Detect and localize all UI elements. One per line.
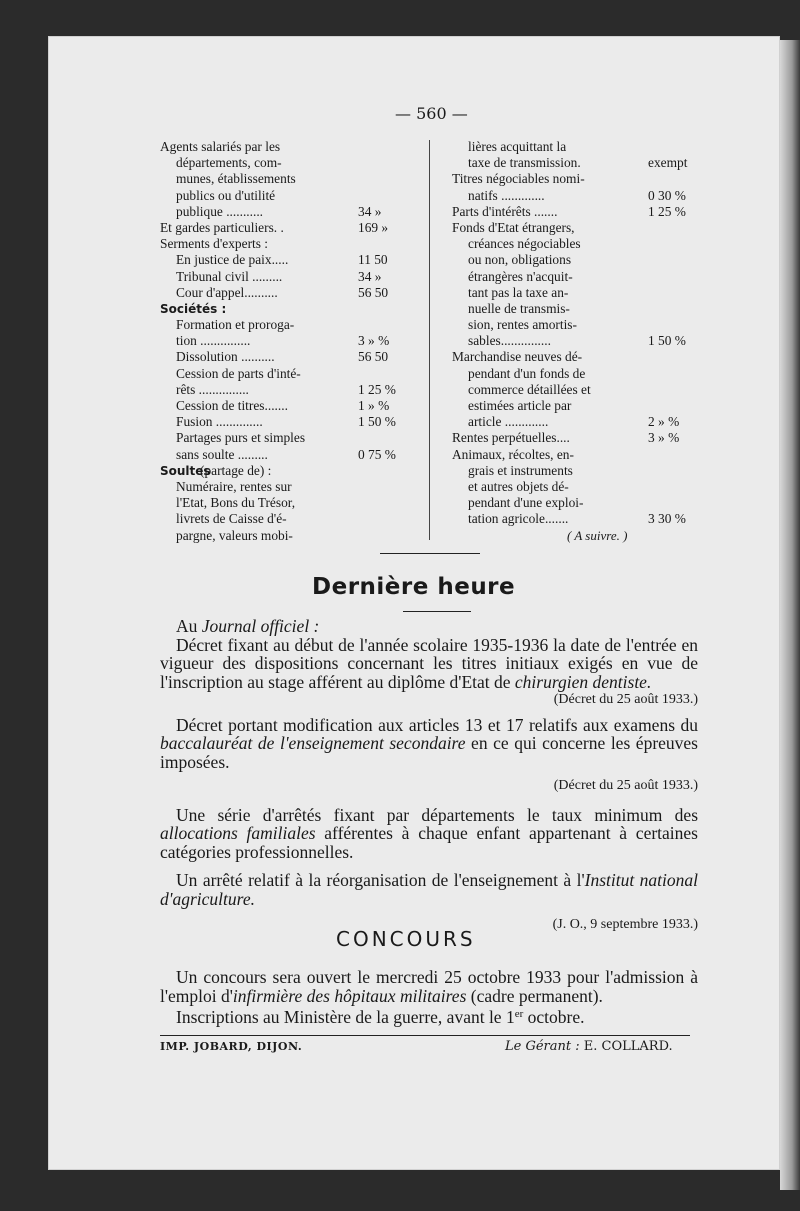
- gerant-name: E. COLLARD.: [583, 1039, 673, 1054]
- right-row: [452, 366, 702, 382]
- left-row: [160, 479, 420, 495]
- right-label: sion, rentes amortis-: [468, 317, 577, 333]
- right-value: 3 » %: [648, 430, 680, 446]
- left-label-rest: (partage de) :: [200, 462, 272, 478]
- footer-gerant: [505, 1039, 673, 1054]
- right-row: [452, 382, 702, 398]
- decree-3: [160, 806, 698, 862]
- right-row: [452, 414, 702, 430]
- decree-4-text: Un arrêté relatif à la réorganisation de l'enseignement à l': [176, 870, 585, 890]
- right-row: [452, 511, 702, 527]
- left-label: publics ou d'utilité: [176, 187, 276, 203]
- left-row: [160, 511, 420, 527]
- right-row: [452, 430, 702, 446]
- right-label: étrangères n'acquit-: [468, 268, 573, 284]
- inscriptions-text-b: octobre.: [523, 1007, 585, 1027]
- section-title-derniere-heure: Dernière heure: [312, 574, 516, 600]
- left-label: livrets de Caisse d'é-: [176, 511, 287, 527]
- left-label: Tribunal civil .........: [176, 268, 283, 284]
- right-label: pendant d'une exploi-: [468, 495, 584, 511]
- page-edge: [780, 40, 800, 1190]
- left-value: 169 »: [358, 219, 389, 235]
- left-label: Partages purs et simples: [176, 430, 306, 446]
- right-value: exempt: [648, 155, 688, 171]
- left-row: [160, 333, 420, 349]
- right-label: créances négociables: [468, 236, 581, 252]
- decree-3-italic: allocations familiales: [160, 823, 316, 843]
- left-row: [160, 155, 420, 171]
- right-row: [452, 398, 702, 414]
- right-row: [452, 317, 702, 333]
- left-label: sans soulte .........: [176, 446, 268, 462]
- footer-printer: IMP. JOBARD, DIJON.: [160, 1040, 303, 1053]
- right-row: [452, 333, 702, 349]
- left-label: départements, com-: [176, 155, 282, 171]
- left-label: Cession de titres.......: [176, 398, 288, 413]
- left-label: publique ...........: [176, 203, 264, 219]
- right-label: article .............: [468, 414, 549, 430]
- left-row: [160, 139, 420, 155]
- left-value: 1 » %: [358, 398, 390, 413]
- gerant-label: Le Gérant :: [505, 1039, 580, 1054]
- concours-italic: infirmière des hôpitaux militaires: [232, 985, 467, 1006]
- decree-3-text-a: Une série d'arrêtés fixant par départements le taux minimum des: [176, 804, 698, 825]
- right-label: nuelle de transmis-: [468, 300, 570, 316]
- left-label: Numéraire, rentes sur: [176, 478, 292, 494]
- right-row: [452, 236, 702, 252]
- left-row: [160, 188, 420, 204]
- right-row: [452, 349, 702, 365]
- left-row: [160, 463, 420, 479]
- left-label: En justice de paix.....: [176, 252, 289, 268]
- concours-text-a: Un concours sera ouvert le mercredi 25 octobre 1933 pour l'admission à l'emploi d': [160, 967, 698, 1006]
- right-row: [452, 171, 702, 187]
- left-label: pargne, valeurs mobi-: [176, 527, 293, 543]
- left-row: [160, 252, 420, 268]
- right-label: ou non, obligations: [468, 252, 572, 268]
- concours-text-b: (cadre permanent).: [466, 985, 603, 1006]
- left-row: [160, 528, 420, 544]
- right-label: Parts d'intérêts .......: [452, 203, 558, 219]
- right-label: sables...............: [468, 333, 551, 349]
- left-row: [160, 204, 420, 220]
- right-label: Fonds d'Etat étrangers,: [452, 219, 575, 235]
- right-row: [452, 188, 702, 204]
- right-label: tant pas la taxe an-: [468, 284, 569, 300]
- decree-4-italic: Institut national d'agriculture.: [160, 870, 698, 909]
- left-value: 11 50: [358, 252, 388, 268]
- footer-rule: [160, 1035, 690, 1036]
- right-label: Rentes perpétuelles....: [452, 430, 570, 446]
- left-label: l'Etat, Bons du Trésor,: [176, 495, 296, 511]
- left-row: [160, 269, 420, 285]
- decree-2: [160, 716, 698, 772]
- right-row: [452, 269, 702, 285]
- right-row: [452, 479, 702, 495]
- left-row: [160, 398, 420, 414]
- inscriptions-sup: er: [514, 1008, 524, 1020]
- derniere-heure-body: [160, 617, 698, 935]
- column-divider: [429, 140, 430, 540]
- inscriptions-text-a: Inscriptions au Ministère de la guerre, avant le 1: [176, 1007, 515, 1027]
- right-label: et autres objets dé-: [468, 478, 569, 494]
- left-label: rêts ...............: [176, 381, 249, 397]
- decree-4: [160, 871, 698, 908]
- left-value: 34 »: [358, 268, 382, 284]
- decree-2-text-b: en ce qui concerne les épreuves imposées.: [160, 733, 698, 772]
- left-row: [160, 430, 420, 446]
- left-row: [160, 317, 420, 333]
- right-row: [452, 220, 702, 236]
- left-value: 1 25 %: [358, 381, 396, 397]
- decree-2-italic: baccalauréat de l'enseignement secondaire: [160, 733, 466, 753]
- right-row: [452, 155, 702, 171]
- right-label: taxe de transmission.: [468, 155, 581, 171]
- left-row: [160, 285, 420, 301]
- left-row: [160, 447, 420, 463]
- left-value: 0 75 %: [358, 446, 396, 462]
- right-label: natifs .............: [468, 187, 545, 203]
- decree-1: [160, 636, 698, 692]
- intro-journal-officiel: Journal officiel :: [201, 616, 320, 636]
- right-row: [452, 463, 702, 479]
- decree-1-italic: chirurgien dentiste.: [514, 671, 652, 692]
- right-row: [452, 495, 702, 511]
- left-row: [160, 414, 420, 430]
- decree-3-text-b: afférentes à chaque enfant appartenant à certaines catégories professionnelles.: [160, 823, 698, 862]
- right-value: 1 50 %: [648, 333, 686, 349]
- left-label: munes, établissements: [176, 171, 296, 187]
- section-title-concours: CONCOURS: [336, 927, 476, 951]
- left-row: [160, 236, 420, 252]
- left-label: Cession de parts d'inté-: [176, 365, 301, 381]
- tariff-column-left: [160, 139, 420, 544]
- decree-1-source: (Décret du 25 août 1933.): [553, 692, 698, 707]
- right-value: 2 » %: [648, 414, 680, 430]
- right-label: lières acquittant la: [468, 139, 567, 154]
- left-label: Agents salariés par les: [160, 139, 281, 154]
- right-label: commerce détaillées et: [468, 381, 591, 397]
- right-label: tation agricole.......: [468, 511, 569, 527]
- right-row: [452, 447, 702, 463]
- left-label: Formation et proroga-: [176, 317, 295, 333]
- right-label: Titres négociables nomi-: [452, 171, 585, 187]
- left-value: 56 50: [358, 284, 389, 300]
- left-value: 1 50 %: [358, 414, 396, 430]
- decree-2-text-a: Décret portant modification aux articles 13 et 17 relatifs aux examens du: [176, 714, 698, 735]
- left-value: 3 » %: [358, 333, 390, 349]
- right-value: 3 30 %: [648, 511, 686, 527]
- right-row: [452, 252, 702, 268]
- right-row: [452, 139, 702, 155]
- right-row: [452, 285, 702, 301]
- tariff-column-right: [452, 139, 702, 528]
- concours-announcement: [160, 968, 698, 1005]
- left-label: tion ...............: [176, 333, 251, 349]
- left-label: Serments d'experts :: [160, 236, 269, 252]
- left-row: [160, 171, 420, 187]
- left-value: 34 »: [358, 203, 382, 219]
- left-row: [160, 495, 420, 511]
- right-row: [452, 204, 702, 220]
- left-row: [160, 301, 420, 317]
- left-label: Sociétés :: [160, 301, 227, 316]
- decree-1-text: Décret fixant au début de l'année scolaire 1935-1936 la date de l'entrée en vigueur des dispositions concernant les titres initiaux exigés en vue de l'inscription au stage afférent au diplôme d'Etat de: [160, 634, 698, 692]
- a-suivre-note: ( A suivre. ): [567, 528, 628, 543]
- left-label: Cour d'appel..........: [176, 284, 278, 300]
- right-label: grais et instruments: [468, 462, 573, 478]
- left-row: [160, 349, 420, 365]
- decree-4-source: (J. O., 9 septembre 1933.): [552, 917, 698, 932]
- intro-prefix: Au: [176, 616, 202, 636]
- right-label: estimées article par: [468, 398, 572, 413]
- left-label: Dissolution ..........: [176, 349, 275, 365]
- left-row: [160, 220, 420, 236]
- right-value: 0 30 %: [648, 187, 686, 203]
- left-label: Et gardes particuliers. .: [160, 219, 284, 235]
- right-label: Marchandise neuves dé-: [452, 349, 583, 365]
- concours-inscriptions: [160, 1005, 698, 1027]
- right-value: 1 25 %: [648, 203, 686, 219]
- page-number: — 560 —: [395, 104, 468, 123]
- concours-body: [160, 968, 698, 1027]
- decree-2-source: (Décret du 25 août 1933.): [553, 778, 698, 793]
- left-label: Fusion ..............: [176, 414, 263, 430]
- left-value: 56 50: [358, 349, 389, 365]
- right-row: [452, 301, 702, 317]
- right-label: pendant d'un fonds de: [468, 365, 586, 381]
- section-rule: [380, 553, 480, 554]
- journal-intro: [160, 617, 698, 636]
- left-row: [160, 366, 420, 382]
- title-underline: [403, 611, 471, 612]
- right-label: Animaux, récoltes, en-: [452, 446, 574, 462]
- left-row: [160, 382, 420, 398]
- left-label: Soultes: [160, 463, 211, 478]
